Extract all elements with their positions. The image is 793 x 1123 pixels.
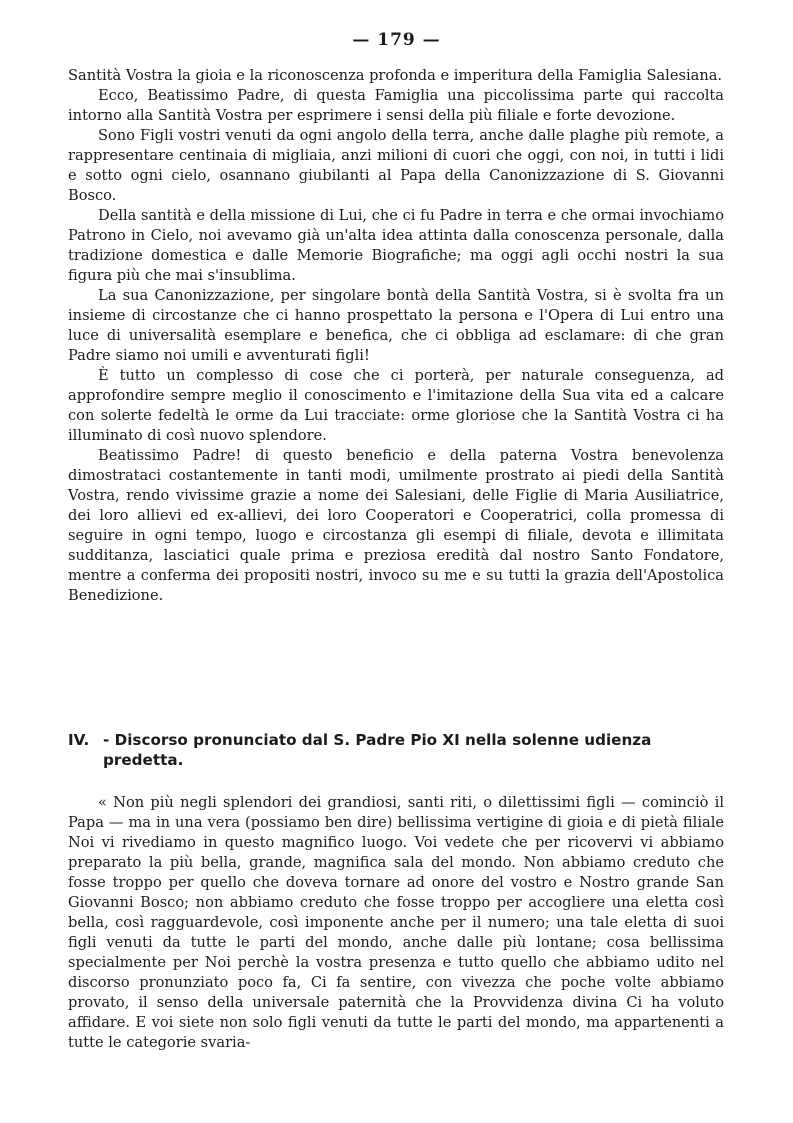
section-number: IV.	[68, 731, 90, 749]
speech-paragraph: « Non più negli splendori dei grandiosi, santi riti, o dilettissimi figli — cominciò il Papa — ma in una vera (possiamo ben dire) bellissima vertigine di gioia e di pietà filiale Noi vi rivediamo in questo magnifico luogo. Voi vedete che per ricovervi vi abbiamo preparato la più bella, grande, magnifica sala del mondo. Non abbiamo creduto che fosse troppo per quello che doveva tornare ad onore del vostro e Nostro grande San Giovanni Bosco; non abbiamo creduto che fosse troppo per accogliere una eletta così bella, così ragguardevole, così imponente anche per il numero; una tale eletta di suoi figli venuti da tutte le parti del mondo, anche dalle più lontane; cosa bellissima specialmente per Noi perchè la vostra presenza e tutto quello che abbiamo udito nel discorso pronunziato poco fa, Ci fa sentire, con vivezza che poche volte abbiamo provato, il senso della universale paternità che la Provvidenza divina Ci ha voluto affidare. E voi siete non solo figli venuti da tutte le parti del mondo, ma appartenenti a tutte le categorie svaria-	[68, 794, 724, 1051]
paragraph-1: Santità Vostra la gioia e la riconoscenza profonda e imperitura della Famiglia Salesiana.	[68, 67, 723, 84]
section-heading	[68, 730, 724, 770]
speech-text-block	[68, 793, 724, 1053]
paragraph-6: È tutto un complesso di cose che ci porterà, per naturale conseguenza, ad approfondire sempre meglio il conoscimento e l'imitazione della Sua vita ed a calcare con solerte fedeltà le orme da Lui tracciate: orme gloriose che la Santità Vostra ci ha illuminato di così nuovo splendore.	[68, 367, 724, 444]
paragraph-2: Ecco, Beatissimo Padre, di questa Famiglia una piccolissima parte qui raccolta intorno alla Santità Vostra per esprimere i sensi della più filiale e forte devozione.	[68, 87, 724, 124]
paragraph-7: Beatissimo Padre! di questo beneficio e della paterna Vostra benevolenza dimostrataci costantemente in tanti modi, umilmente prostrato ai piedi della Santità Vostra, rendo vivissime grazie a nome dei Salesiani, delle Figlie di Maria Ausiliatrice, dei loro allievi ed ex-allievi, dei loro Cooperatori e Cooperatrici, colla promessa di seguire in ogni tempo, luogo e circostanza gli esempi di filiale, devota e illimitata sudditanza, lasciatici quale prima e preziosa eredità dal nostro Santo Fondatore, mentre a conferma dei propositi nostri, invoco su me e su tutti la grazia dell'Apostolica Benedizione.	[68, 447, 724, 604]
page-number: — 179 —	[352, 30, 441, 50]
paragraph-4: Della santità e della missione di Lui, che ci fu Padre in terra e che ormai invochiamo Patrono in Cielo, noi avevamo già un'alta idea attinta dalla conoscenza personale, dalla tradizione domestica e dalle Memorie Biografiche; ma oggi agli occhi nostri la sua figura più che mai s'insublima.	[68, 207, 724, 284]
paragraph-5: La sua Canonizzazione, per singolare bontà della Santità Vostra, si è svolta fra un insieme di circostanze che ci hanno prospettato la persona e l'Opera di Lui entro una luce di universalità esemplare e benefica, che ci obbliga ad esclamare: di che gran Padre siamo noi umili e avventurati figli!	[68, 287, 724, 364]
intro-text-block	[68, 66, 724, 606]
section-title: - Discorso pronunciato dal S. Padre Pio XI nella solenne udienza predetta.	[103, 731, 652, 769]
paragraph-3: Sono Figli vostri venuti da ogni angolo della terra, anche dalle plaghe più remote, a rappresentare centinaia di migliaia, anzi milioni di cuori che oggi, con noi, in tutti i lidi e sotto ogni cielo, osannano giubilanti al Papa della Canonizzazione di S. Giovanni Bosco.	[68, 127, 724, 204]
